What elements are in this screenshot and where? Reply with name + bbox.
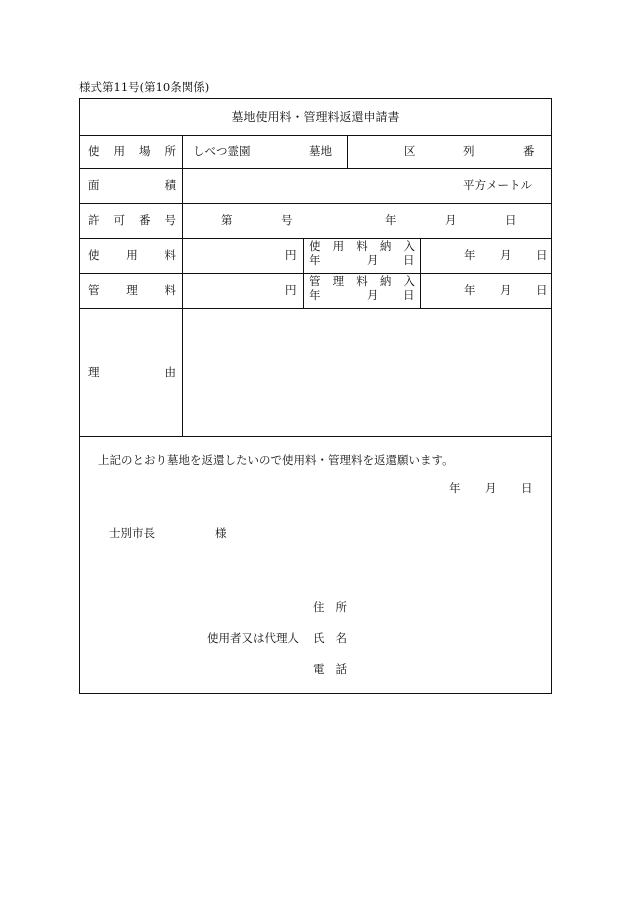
cemetery-type: 墓地	[309, 144, 332, 158]
fee-divider	[303, 238, 304, 308]
usage-date-month: 月	[500, 248, 512, 262]
mgmt-fee-payment-label: 管 理 料 納 入	[309, 274, 415, 288]
mgmt-fee-label: 管 理 料	[88, 283, 176, 297]
place-divider	[347, 135, 348, 168]
column-label: 列	[463, 144, 475, 158]
statement-month: 月	[485, 481, 497, 495]
permit-month: 月	[445, 213, 457, 227]
usage-date-year: 年	[464, 248, 476, 262]
mgmt-pay-day: 日	[403, 288, 415, 302]
mgmt-date-month: 月	[500, 283, 512, 297]
applicant-phone-label: 電 話	[313, 662, 347, 676]
row-divider	[80, 308, 551, 309]
applicant-name-label: 氏 名	[313, 631, 347, 645]
label-column-divider	[182, 135, 183, 436]
place-label: 使 用 場 所	[88, 144, 176, 158]
row-divider	[80, 168, 551, 169]
cemetery-name: しべつ霊園	[193, 144, 251, 158]
fee-divider	[420, 238, 421, 308]
form-number: 様式第11号(第10条関係)	[79, 80, 210, 94]
statement-text: 上記のとおり墓地を返還したいので使用料・管理料を返還願います。	[98, 453, 454, 467]
form-title: 墓地使用料・管理料返還申請書	[231, 110, 400, 124]
mgmt-date-day: 日	[536, 283, 548, 297]
usage-pay-day: 日	[403, 253, 415, 267]
number-label: 番	[523, 144, 535, 158]
mgmt-fee-yen: 円	[285, 283, 297, 297]
row-divider	[80, 135, 551, 136]
usage-fee-yen: 円	[285, 248, 297, 262]
addressee-honorific: 様	[215, 526, 227, 540]
usage-fee-payment-label: 使 用 料 納 入	[309, 239, 415, 253]
application-form	[79, 98, 552, 694]
area-label: 面 積	[88, 178, 176, 192]
usage-fee-label: 使 用 料	[88, 248, 176, 262]
row-divider	[80, 203, 551, 204]
usage-pay-year: 年	[309, 253, 321, 267]
permit-go: 号	[281, 213, 293, 227]
permit-year: 年	[385, 213, 397, 227]
addressee-name: 士別市長	[109, 526, 155, 540]
permit-dai: 第	[221, 213, 233, 227]
permit-label: 許 可 番 号	[88, 213, 176, 227]
usage-pay-month: 月	[367, 253, 379, 267]
mgmt-pay-year: 年	[309, 288, 321, 302]
statement-year: 年	[449, 481, 461, 495]
usage-date-day: 日	[536, 248, 548, 262]
section-label: 区	[404, 144, 416, 158]
mgmt-date-year: 年	[464, 283, 476, 297]
permit-day: 日	[505, 213, 517, 227]
row-divider	[80, 436, 551, 437]
applicant-address-label: 住 所	[313, 600, 347, 614]
mgmt-pay-month: 月	[367, 288, 379, 302]
applicant-role: 使用者又は代理人	[207, 631, 299, 645]
reason-label: 理 由	[88, 365, 176, 379]
area-unit: 平方メートル	[463, 178, 532, 192]
statement-day: 日	[521, 481, 533, 495]
